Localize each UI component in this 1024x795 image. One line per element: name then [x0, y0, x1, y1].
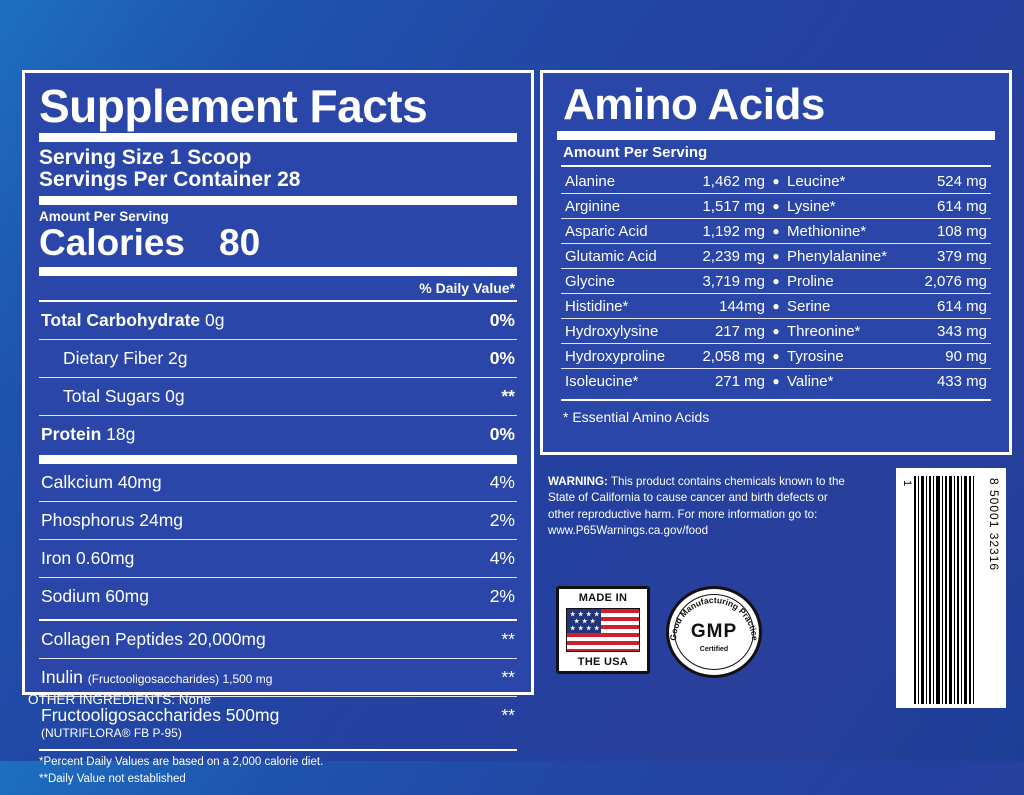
nutrient-name: Total Carbohydrate [41, 310, 201, 331]
amino-name: Hydroxylysine [565, 322, 659, 340]
nutrient-row [39, 544, 517, 573]
nutrient-name: Phosphorus 24mg [41, 510, 184, 531]
amino-row [783, 194, 991, 218]
the-usa-label: THE USA [577, 656, 629, 668]
amino-name: Alanine [565, 172, 616, 190]
nutrient-dv: 4% [489, 472, 515, 493]
nutrient-dv: 4% [489, 548, 515, 569]
nutrient-dv: ** [501, 386, 515, 407]
amino-name: Methionine* [787, 222, 867, 240]
amino-name: Hydroxyproline [565, 347, 666, 365]
bullet-icon: ● [772, 274, 780, 288]
gmp-certified-label: Certified [699, 646, 729, 653]
amino-value: 379 mg [936, 247, 987, 265]
footnote-not-established: **Daily Value not established [39, 772, 186, 785]
ingredient-note: (NUTRIFLORA® FB P-95) [41, 726, 182, 741]
amino-row [561, 194, 769, 218]
amino-acids-table [561, 169, 991, 393]
amino-row [561, 219, 769, 243]
nutrient-name: Iron 0.60mg [41, 548, 135, 569]
amino-row [783, 369, 991, 393]
nutrient-name: Sodium 60mg [41, 586, 149, 607]
amino-value: 271 mg [714, 372, 765, 390]
amino-value: 2,076 mg [924, 272, 987, 290]
amino-row [783, 294, 991, 318]
amino-value: 614 mg [936, 297, 987, 315]
amino-name: Isoleucine* [565, 372, 639, 390]
warning-label: WARNING: [548, 475, 608, 488]
nutrient-name: Dietary Fiber 2g [63, 348, 188, 369]
ingredient-note: (Fructooligosaccharides) 1,500 mg [87, 672, 273, 687]
divider [39, 658, 517, 659]
divider [39, 455, 517, 464]
amino-acids-panel [540, 70, 1012, 455]
amino-acids-title: Amino Acids [563, 80, 825, 129]
amino-value: 108 mg [936, 222, 987, 240]
bullet-icon: ● [772, 299, 780, 313]
nutrient-row [39, 582, 517, 611]
divider [39, 501, 517, 502]
footnote-daily-value: *Percent Daily Values are based on a 2,000 calorie diet. [39, 756, 324, 769]
amino-name: Arginine [565, 197, 621, 215]
gmp-certified-badge [666, 586, 762, 678]
serving-size: Serving Size 1 Scoop [39, 146, 252, 169]
divider [39, 377, 517, 378]
divider [39, 339, 517, 340]
amino-name: Tyrosine [787, 347, 844, 365]
amino-name: Leucine* [787, 172, 846, 190]
amino-name: Histidine* [565, 297, 629, 315]
amino-value: 1,517 mg [702, 197, 765, 215]
ingredient-name: Inulin [41, 667, 83, 688]
amino-row [783, 169, 991, 193]
amino-value: 1,192 mg [702, 222, 765, 240]
gmp-arc-text [668, 595, 760, 675]
amino-value: 90 mg [945, 347, 987, 365]
daily-value-header: % Daily Value* [419, 280, 515, 297]
nutrient-dv: 0% [489, 310, 515, 331]
nutrient-name: Total Sugars 0g [63, 386, 185, 407]
amino-name: Asparic Acid [565, 222, 648, 240]
amino-row [783, 269, 991, 293]
nutrient-amount: 18g [101, 424, 136, 445]
divider [39, 619, 517, 621]
gmp-label: GMP [690, 621, 738, 642]
bullet-icon: ● [772, 224, 780, 238]
bullet-icon: ● [772, 199, 780, 213]
nutrient-amount: 0g [200, 310, 225, 331]
nutrient-dv: 0% [489, 424, 515, 445]
prop65-warning [548, 474, 848, 540]
amino-value: 144mg [719, 297, 765, 315]
amino-row [783, 344, 991, 368]
divider [561, 399, 991, 401]
barcode-bars [914, 476, 976, 704]
amino-value: 2,058 mg [702, 347, 765, 365]
made-in-usa-badge [556, 586, 650, 674]
divider [39, 577, 517, 578]
supplement-facts-title: Supplement Facts [39, 80, 428, 132]
divider [39, 539, 517, 540]
usa-flag-icon: ★ ★ ★ ★ ★ ★ ★ ★ ★ ★ ★ [566, 608, 640, 652]
amount-per-serving-label: Amount Per Serving [39, 209, 169, 225]
amino-name: Lysine* [787, 197, 836, 215]
calories-row [39, 224, 517, 263]
nutrient-row [39, 382, 517, 411]
amino-row [783, 319, 991, 343]
nutrient-row [39, 506, 517, 535]
ingredient-row [39, 625, 517, 654]
ingredient-name: Collagen Peptides 20,000mg [41, 629, 266, 650]
amino-name: Phenylalanine* [787, 247, 888, 265]
bullet-icon: ● [772, 249, 780, 263]
amino-value: 217 mg [714, 322, 765, 340]
nutrient-dv: 2% [489, 510, 515, 531]
divider [39, 749, 517, 751]
divider [39, 133, 517, 142]
divider [557, 131, 995, 140]
divider [39, 267, 517, 276]
amino-row [561, 244, 769, 268]
nutrient-row [39, 420, 517, 449]
nutrient-row [39, 468, 517, 497]
amino-amount-per-serving-label: Amount Per Serving [563, 144, 708, 161]
barcode-addon: 1 [901, 480, 913, 487]
divider [39, 415, 517, 416]
barcode [896, 468, 1006, 708]
nutrient-row [39, 306, 517, 335]
servings-per-container: Servings Per Container 28 [39, 168, 301, 192]
amino-name: Threonine* [787, 322, 861, 340]
amino-value: 343 mg [936, 322, 987, 340]
amino-name: Glycine [565, 272, 616, 290]
nutrient-dv: 0% [489, 348, 515, 369]
other-ingredients: OTHER INGREDIENTS: None [28, 692, 212, 707]
warning-text: This product contains chemicals known to the State of California to cause cancer and birth defects or other reproductive harm. For more information go to: www.P65Warnings.ca.gov/food [548, 475, 845, 538]
divider [561, 165, 991, 167]
amino-name: Glutamic Acid [565, 247, 657, 265]
amino-row [561, 294, 769, 318]
divider [39, 300, 517, 302]
bullet-icon: ● [772, 174, 780, 188]
ingredient-dv: ** [501, 629, 515, 650]
amino-row [561, 319, 769, 343]
essential-amino-footnote: * Essential Amino Acids [563, 409, 710, 425]
amino-row [783, 244, 991, 268]
amino-row [561, 169, 769, 193]
amino-name: Serine [787, 297, 831, 315]
amino-row [561, 369, 769, 393]
bullet-icon: ● [772, 374, 780, 388]
nutrient-name: Protein [41, 424, 102, 445]
amino-row [783, 219, 991, 243]
ingredient-row [39, 663, 517, 692]
calories-value: 80 [219, 222, 261, 264]
calories-label: Calories [39, 222, 186, 264]
amino-value: 1,462 mg [702, 172, 765, 190]
ingredient-dv: ** [501, 667, 515, 688]
ingredient-dv: ** [501, 705, 515, 726]
amino-value: 3,719 mg [702, 272, 765, 290]
amino-row [561, 344, 769, 368]
amino-name: Valine* [787, 372, 834, 390]
ingredient-name: Fructooligosaccharides 500mg [41, 705, 280, 726]
bullet-icon: ● [772, 324, 780, 338]
amino-name: Proline [787, 272, 834, 290]
nutrient-name: Calkcium 40mg [41, 472, 162, 493]
divider [39, 196, 517, 205]
amino-value: 524 mg [936, 172, 987, 190]
barcode-number: 8 50001 32316 [987, 478, 1001, 572]
amino-value: 2,239 mg [702, 247, 765, 265]
amino-value: 433 mg [936, 372, 987, 390]
amino-row [561, 269, 769, 293]
nutrient-dv: 2% [489, 586, 515, 607]
nutrient-row [39, 344, 517, 373]
svg-text:Good Manufacturing Practice: Good Manufacturing Practice [668, 595, 760, 642]
bullet-icon: ● [772, 349, 780, 363]
amino-value: 614 mg [936, 197, 987, 215]
made-in-label: MADE IN [578, 592, 628, 604]
